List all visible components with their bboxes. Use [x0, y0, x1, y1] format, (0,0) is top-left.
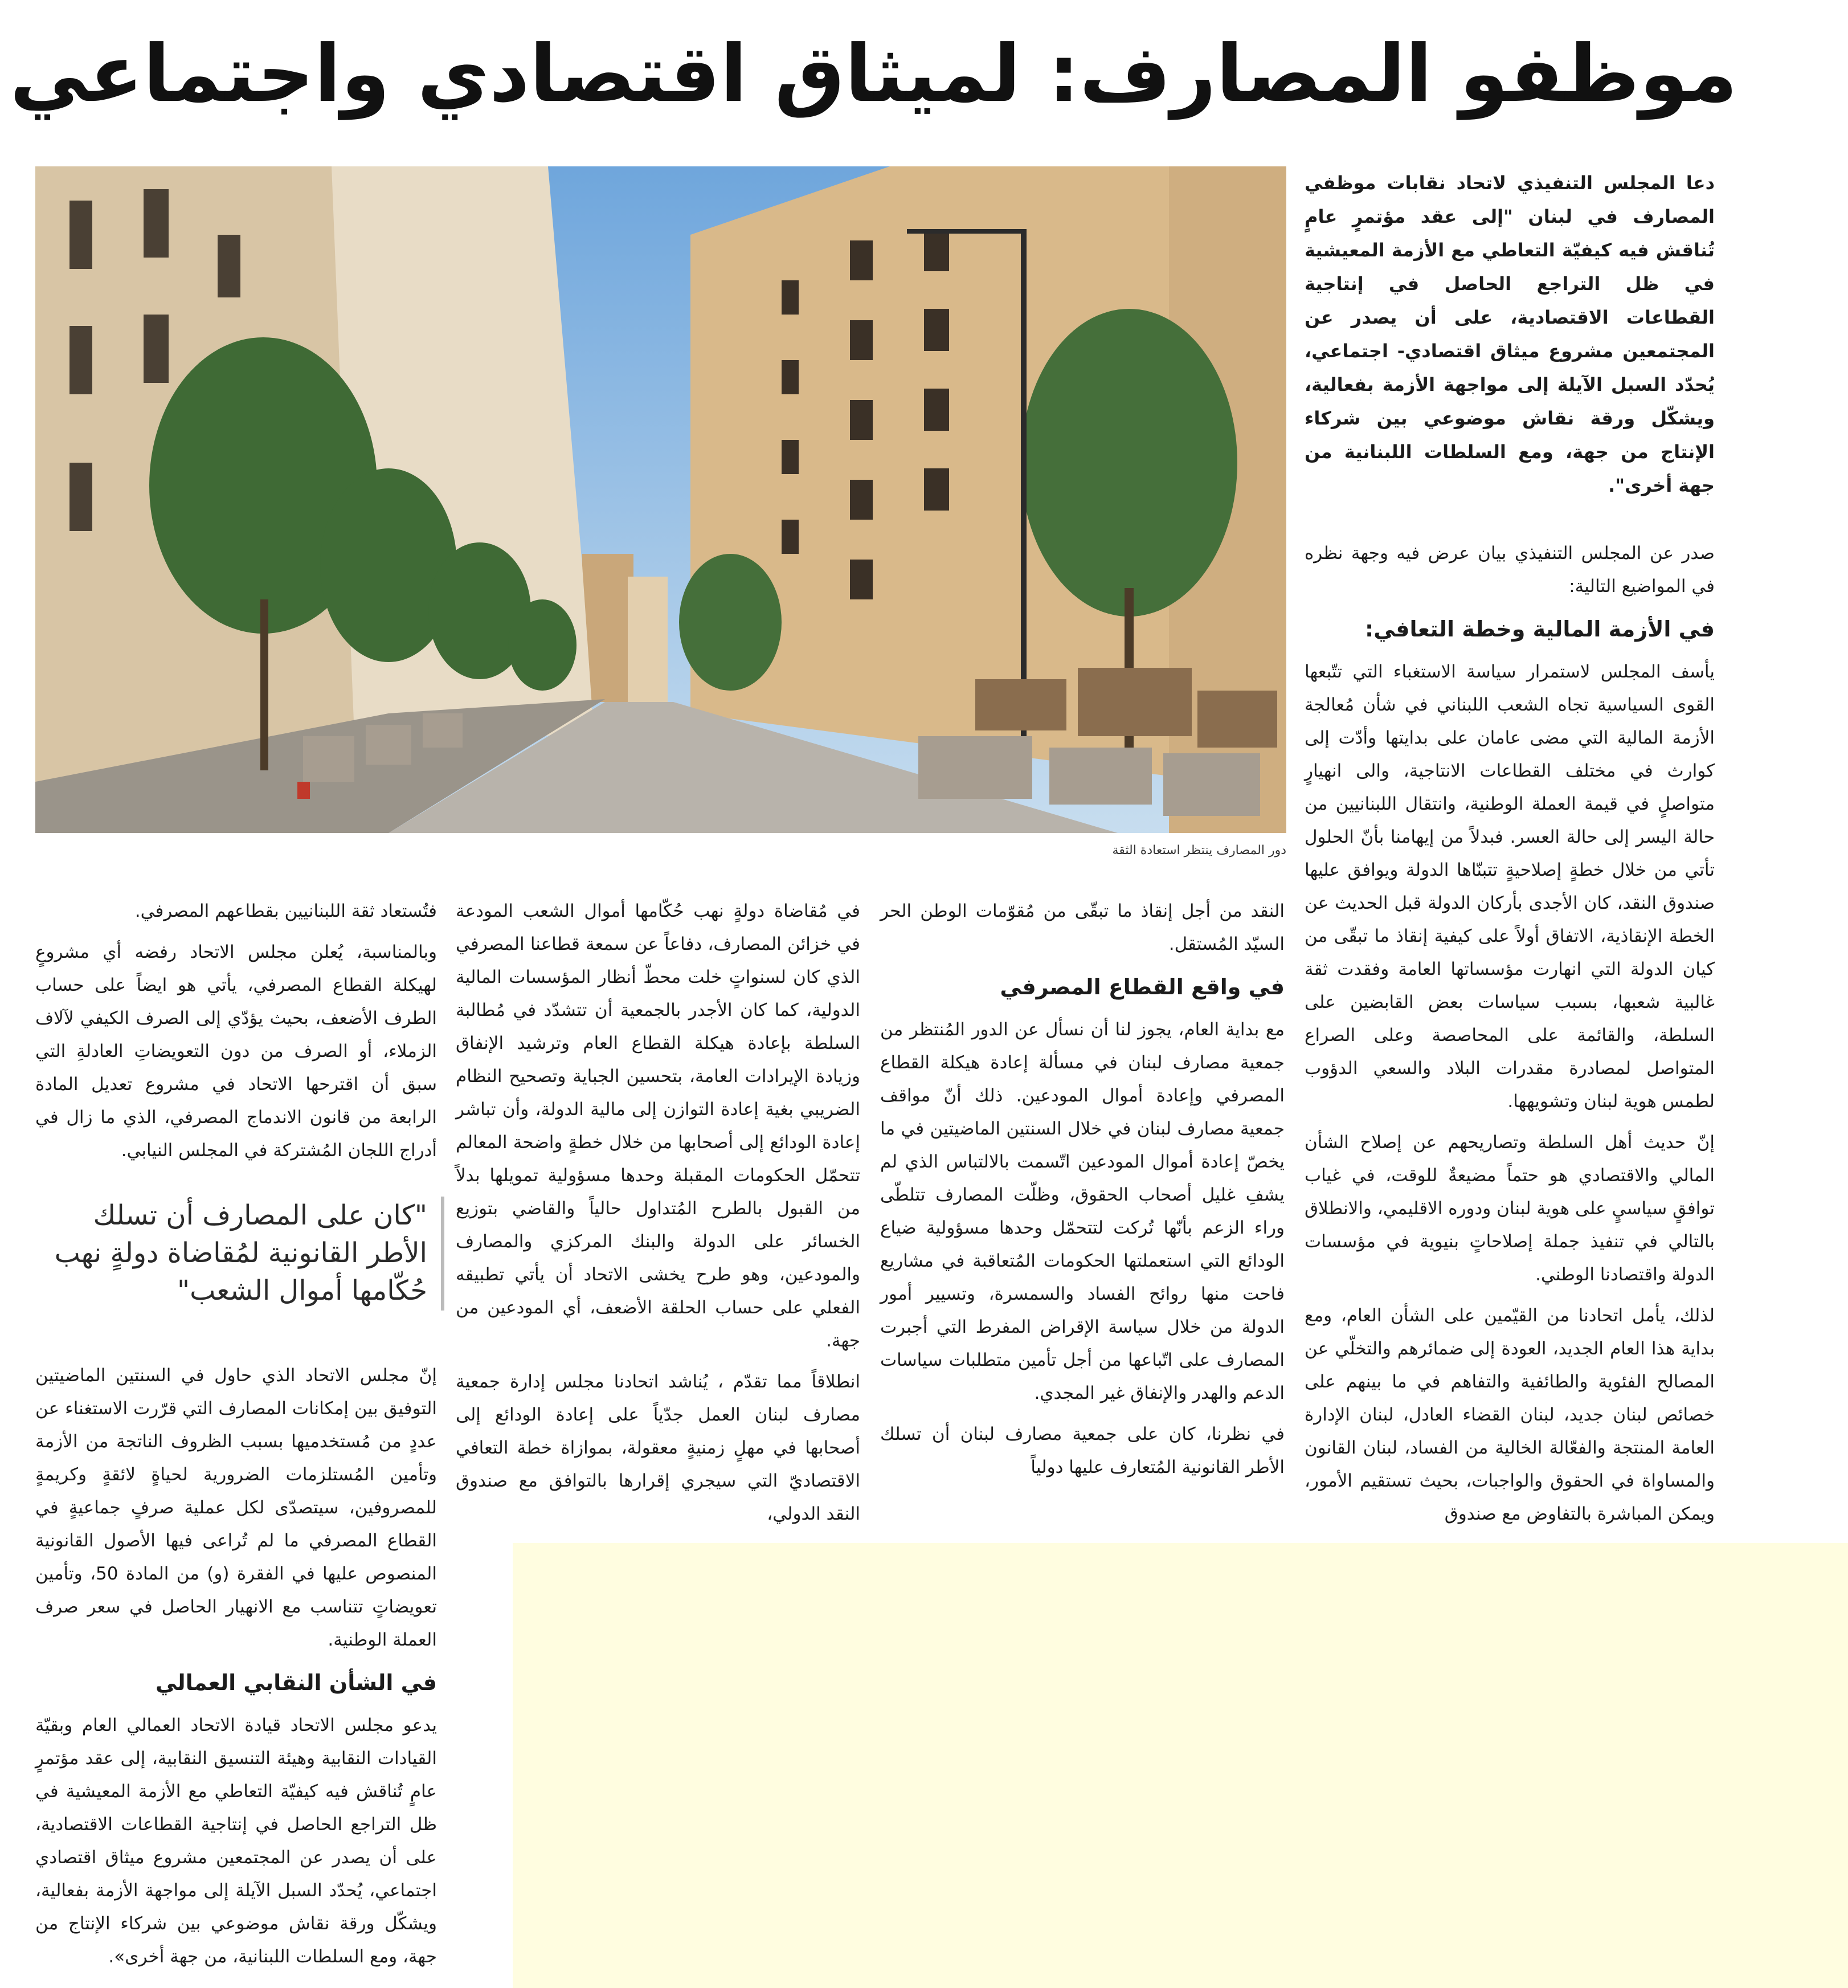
- photo-caption: دور المصارف ينتظر استعادة الثقة: [1112, 843, 1286, 858]
- headline: موظفو المصارف: لميثاق اقتصادي واجتماعي: [10, 28, 1737, 120]
- body-paragraph: لذلك، يأمل اتحادنا من القيّمين على الشأن العام، ومع بداية هذا العام الجديد، العودة إلى ضمائرهم والتخلّي عن المصالح الفئوية والطائفية والتفاهم في ما بينهم على خصائص لبنان جديد، لبنان القضاء العادل، لبنان الإدارة العامة المنتجة والفعّالة الخالية من الفساد، لبنان القانون والمساواة في الحقوق والواجبات، بحيث تستقيم الأمور، ويمكن المباشرة بالتفاوض مع صندوق: [1305, 1305, 1715, 1524]
- body-paragraph: إنّ حديث أهل السلطة وتصاريحهم عن إصلاح الشأن المالي والاقتصادي هو حتماً مضيعةٌ للوقت، في غياب توافقٍ سياسيٍ على هوية لبنان ودوره الاقليمي، والانطلاق بالتالي في تنفيذ جملة إصلاحاتٍ بنيوية في مؤسسات الدولة واقتصادنا الوطني.: [1305, 1132, 1715, 1285]
- body-paragraph: في نظرنا، كان على جمعية مصارف لبنان أن تسلك الأطر القانونية المُتعارف عليها دولياً: [880, 1424, 1285, 1477]
- column-1: [1305, 166, 1715, 1538]
- street-photo: [35, 166, 1286, 833]
- body-paragraph: إنّ مجلس الاتحاد الذي حاول في السنتين الماضيتين التوفيق بين إمكانات المصارف التي قرّرت الاستغناء عن عددٍ من مُستخدميها بسبب الظروف الناتجة من الأزمة وتأمين المُستلزمات الضرورية لحياةٍ لائقةٍ وكريمةٍ للمصروفين، سيتصدّى لكل عملية صرفٍ جماعيةٍ في القطاع المصرفي ما لم تُراعى فيها الأصول القانونية المنصوص عليها في الفقرة (و) من المادة 50، وتأمين تعويضاتٍ تتناسب مع الانهيار الحاصل في سعر صرف العملة الوطنية.: [35, 1365, 437, 1650]
- highlight-box: [513, 1543, 1848, 1988]
- body-paragraph: يأسف المجلس لاستمرار سياسة الاستغباء التي تتّبعها القوى السياسية تجاه الشعب اللبناني في شأن مُعالجة الأزمة المالية التي مضى عامان على بدايتها وأدّت إلى كوارث في مختلف القطاعات الانتاجية، والى انهيارٍ متواصلٍ في قيمة العملة الوطنية، وانتقال اللبنانيين من حالة اليسر إلى حالة العسر. فبدلاً من إيهامنا بأنّ الحلول تأتي من خلال خطةٍ إصلاحيةٍ تتبنّاها الدولة ويوافق عليها صندوق النقد، كان الأجدى بأركان الدولة قبل الحديث عن الخطة الإنقاذية، الاتفاق أولاً على كيفية إنقاذ ما تبقّى من كيان الدولة التي انهارت مؤسساتها العامة وفقدت ثقة غالبية شعبها، بسبب سياسات بعض القابضين على السلطة، والقائمة على المحاصصة وعلى الصراع المتواصل لمصادرة مقدرات البلاد والسعي الدؤوب لطمس هوية لبنان وتشويهها.: [1305, 662, 1715, 1112]
- body-paragraph: فتُستعاد ثقة اللبنانيين بقطاعهم المصرفي.: [134, 901, 437, 921]
- subheading-labor-union: في الشأن النقابي العمالي: [155, 1670, 437, 1695]
- intro-paragraph: دعا المجلس التنفيذي لاتحاد نقابات موظفي المصارف في لبنان "إلى عقد مؤتمرٍ عامٍ تُناقش فيه كيفيّة التعاطي مع الأزمة المعيشية في ظل التراجع الحاصل في إنتاجية القطاعات الاقتصادية، على أن يصدر عن المجتمعين مشروع ميثاق اقتصادي- اجتماعي، يُحدّد السبل الآيلة إلى مواجهة الأزمة بفعالية، ويشكّل ورقة نقاش موضوعي بين شركاء الإنتاج من جهة، ومع السلطات اللبنانية من جهة أخرى".: [1305, 172, 1715, 496]
- body-paragraph: وبالمناسبة، يُعلن مجلس الاتحاد رفضه أي مشروعٍ لهيكلة القطاع المصرفي، يأتي هو ايضاً على حساب الطرف الأضعف، بحيث يؤدّي إلى الصرف الكيفي لآلاف الزملاء، أو الصرف من دون التعويضاتِ العادلةِ التي سبق أن اقترحها الاتحاد في مشروع تعديل المادة الرابعة من قانون الاندماج المصرفي، الذي ما زال في أدراج اللجان المُشتركة في المجلس النيابي.: [35, 942, 437, 1161]
- body-paragraph: يدعو مجلس الاتحاد قيادة الاتحاد العمالي العام وبقيّة القيادات النقابية وهيئة التنسيق النقابية، إلى عقد مؤتمرٍ عامٍ تُناقش فيه كيفيّة التعاطي مع الأزمة المعيشية في ظل التراجع الحاصل في إنتاجية القطاعات الاقتصادية، على أن يصدر عن المجتمعين مشروع ميثاق اقتصادي اجتماعي، يُحدّد السبل الآيلة إلى مواجهة الأزمة بفعالية، ويشكّل ورقة نقاش موضوعي بين شركاء الإنتاج من جهة، ومع السلطات اللبنانية، من جهة أخرى».: [35, 1715, 437, 1967]
- pull-quote: "كان على المصارف أن تسلك الأطر القانونية لمُقاضاة دولةٍ نهب حُكّامها أموال الشعب": [34, 1197, 444, 1311]
- column-4-bottom: [35, 1359, 437, 1981]
- lead-paragraph: صدر عن المجلس التنفيذي بيان عرض فيه وجهة نظره في المواضيع التالية:: [1305, 543, 1715, 597]
- column-3: [456, 895, 860, 1538]
- column-4-top: [35, 895, 437, 1175]
- subheading-banking-sector: في واقع القطاع المصرفي: [1000, 974, 1285, 999]
- column-2: [880, 895, 1285, 1492]
- subheading-financial-crisis: في الأزمة المالية وخطة التعافي:: [1365, 617, 1715, 642]
- body-paragraph: النقد من أجل إنقاذ ما تبقّى من مُقوّمات الوطن الحر السيّد المُستقل.: [880, 901, 1285, 954]
- body-paragraph: مع بداية العام، يجوز لنا أن نسأل عن الدور المُنتظر من جمعية مصارف لبنان في مسألة إعادة هيكلة القطاع المصرفي وإعادة أموال المودعين. ذلك أنّ مواقف جمعية مصارف لبنان في خلال السنتين الماضيتين في ما يخصّ إعادة أموال المودعين اتّسمت بالالتباس الذي لم يشفِ غليل أصحاب الحقوق، وظلّت المصارف تتلطّى وراء الزعم بأنّها تُركت لتتحمّل وحدها مسؤولية ضياع الودائع التي استعملتها الحكومات المُتعاقبة في مشاريع فاحت منها روائح الفساد والسمسرة، وتسيير أمور الدولة من خلال سياسة الإقراض المفرط التي أجبرت المصارف على اتّباعها من أجل تأمين متطلبات سياسات الدعم والهدر والإنفاق غير المجدي.: [880, 1019, 1285, 1403]
- body-paragraph: في مُقاضاة دولةٍ نهب حُكّامها أموال الشعب المودعة في خزائن المصارف، دفاعاً عن سمعة قطاعنا المصرفي الذي كان لسنواتٍ خلت محطّ أنظار المؤسسات المالية الدولية، كما كان الأجدر بالجمعية أن تتشدّد في مُطالبة السلطة بإعادة هيكلة القطاع العام وترشيد الإنفاق وزيادة الإيرادات العامة، بتحسين الجباية وتصحيح النظام الضريبي بغية إعادة التوازن إلى مالية الدولة، وأن تباشر إعادة الودائع إلى أصحابها من خلال خطةٍ واضحة المعالم تتحمّل الحكومات المقبلة وحدها مسؤولية تمويلها بدلاً من القبول بالطرح المُتداول حالياً والقاضي بتوزيع الخسائر على الدولة والبنك المركزي والمصارف والمودعين، وهو طرح يخشى الاتحاد أن يأتي تطبيقه الفعلي على حساب الحلقة الأضعف، أي المودعين من جهة.: [456, 901, 860, 1351]
- body-paragraph: انطلاقاً مما تقدّم ، يُناشد اتحادنا مجلس إدارة جمعية مصارف لبنان العمل جدّياً على إعادة الودائع إلى أصحابها في مهلٍ زمنيةٍ معقولة، بموازاة خطة التعافي الاقتصاديّ التي سيجري إقرارها بالتوافق مع صندوق النقد الدولي،: [456, 1371, 860, 1524]
